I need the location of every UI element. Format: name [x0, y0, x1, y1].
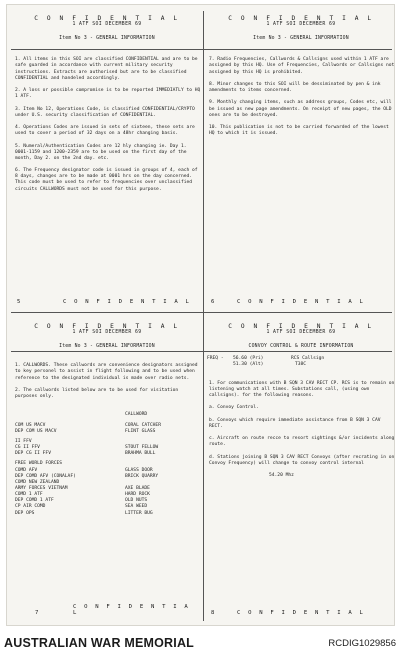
page-number: 8: [211, 609, 215, 616]
appointment-cell: DEP COMD AFV (CONALAF): [15, 473, 76, 479]
callword-cell: LITTER BUG: [125, 510, 153, 516]
classification-header: C O N F I D E N T I A L: [228, 323, 374, 330]
appointment-cell: DEP COMD 1 ATF: [15, 498, 54, 504]
soi-subtitle: 1 ATF SOI DECEMBER 69: [72, 22, 142, 27]
page-number: 6: [211, 298, 215, 305]
appointment-cell: DEP CG II FFV: [15, 451, 51, 457]
classification-footer: C O N F I D E N T I A L: [63, 298, 192, 305]
paragraph: 9. Monthly changing items, such as address groups, Codes etc, will be issued as new page amendments. On receipt of new pages, the OLD ones are to be destroyed.: [209, 100, 392, 118]
appointment-cell: COM US MACV: [15, 422, 46, 428]
callword-cell: BRICK QUARRY: [125, 473, 159, 479]
paragraph: 4. Operations Codes are issued in sets of sixteen, these sets are used to cover a period of 32 days on a 48hr changing basis.: [15, 125, 195, 137]
appointment-cell: COMD AFV: [15, 467, 38, 473]
callword-cell: GLASS DOOR: [125, 467, 153, 473]
paragraph: 10. This publication is not to be carried forwarded of the lowest HQ to which it is issued.: [209, 125, 389, 137]
callsign-block: [291, 356, 324, 368]
paragraph: 2. A loss or possible compromise is to be reported IMMEDIATLY to HQ 1 ATF.: [15, 88, 201, 100]
callword-cell: AXE BLADE: [125, 485, 150, 491]
appointment-cell: DEP OPS: [15, 510, 35, 516]
page-7: [13, 323, 201, 616]
paragraph: 2. The callwords listed below are to be used for visitation purposes only.: [15, 387, 179, 400]
appointment-cell: CG II FFV: [15, 445, 40, 451]
freq-label: FREQ -: [207, 356, 224, 362]
section-body: [13, 357, 201, 406]
paragraph: 1. For communications with B SQN 3 CAV RECT CP. RCS is to remain on listening watch at all times. Substations call, (using own callsigns). for the following reasons.: [209, 380, 395, 398]
freq-values: [233, 356, 291, 368]
section-title: CONVOY CONTROL & ROUTE INFORMATION: [248, 344, 354, 349]
table-row: [15, 511, 201, 517]
section-title: Item No 3 - GENERAL INFORMATION: [59, 36, 155, 41]
paragraph: 1. All items in this SOI are classified CONFIDENTIAL and are to be safe guarded in accordance with current military security instructions. Extracts are authorised but are to be classified CONFIDENTIAL and handeled accordingly.: [15, 57, 198, 81]
paragraph: b. Convoys which require immediate assistance from B SQN 3 CAV RECT.: [209, 417, 381, 429]
classification-footer: C O N F I D E N T I A L: [237, 609, 366, 616]
frequency-block: [207, 356, 395, 368]
classification-header: C O N F I D E N T I A L: [34, 15, 180, 22]
freq-alternate: 51.30 (Alt): [233, 362, 264, 368]
callsign-value: T38C: [295, 362, 307, 368]
paragraph: 7. Radio Frequencies, Callwords & Callsigns used within 1 ATF are assigned by this HQ. Use of Frequencies, Callwords or Callsigns not assigned by this HQ is prohibited.: [209, 57, 395, 75]
callword-cell: FLINT GLASS: [125, 428, 156, 434]
internal-frequency: 54.20 Mhz: [269, 472, 294, 478]
soi-subtitle: 1 ATF SOI DECEMBER 69: [266, 22, 336, 27]
paragraph: 1. CALLWORDS. These callwords are convenience designators assigned to key personel to assist in flight following and to be used when reference to the designated individual is made over radio nets.: [15, 363, 198, 381]
callword-table-header: [13, 412, 201, 418]
freq-primary: 56.60 (Pri): [233, 356, 264, 362]
section-title: Item No 3 - GENERAL INFORMATION: [59, 344, 155, 349]
archive-reference: RCDIG1029856: [328, 638, 396, 649]
paragraph: 3. Item No 12, Operations Code, is classified CONFIDENTIAL/CRYPTO under U.S. security classification of CONFIDENTIAL.: [15, 106, 195, 118]
page-number: 7: [35, 609, 39, 616]
horizontal-divider: [11, 312, 392, 313]
document-sheet: [6, 4, 395, 626]
callsign-label: RCS Callsign: [291, 356, 325, 362]
callword-table: [13, 423, 201, 517]
appointment-cell: II FFV: [15, 438, 32, 444]
appointment-cell: ARMY FORCES VIETNAM: [15, 485, 68, 491]
paragraph: 6. The Frequency designator code is issued in groups of 4, each of 8 days, changes are to be made at 0001 hrs on the day concerned. This code must be used to refer to frequencies over unclassified circuits CALLWORDS must not be used for this purpose.: [15, 168, 198, 192]
page-6: [207, 15, 395, 305]
callword-cell: BRAHMA BULL: [125, 451, 156, 457]
section-title: Item No 3 - GENERAL INFORMATION: [253, 36, 349, 41]
page-number: 5: [17, 298, 21, 305]
section-body: [207, 51, 395, 143]
archive-source: AUSTRALIAN WAR MEMORIAL: [4, 636, 195, 650]
callword-cell: OLD NUTS: [125, 498, 148, 504]
paragraph: 8. Minor changes to this SOI will be dessiminated by pen & ink amendments to items concerned.: [209, 81, 381, 94]
classification-footer: C O N F I D E N T I A L: [73, 603, 190, 616]
appointment-cell: CP AIR COMD: [15, 504, 46, 510]
section-body: [207, 374, 395, 485]
paragraph: c. Aircraft on route recce to resort sightings &/or incidents along route.: [209, 436, 395, 448]
paragraph: d. Stations joining B SQN 3 CAV RECT Convoys (after recrating in on Convoy Frequency) will change to convoy control internal: [209, 454, 395, 466]
callword-cell: HARD ROCK: [125, 492, 150, 498]
appointment-cell: COMD 1 ATF: [15, 492, 43, 498]
paragraph: 5. Numeral/Authentication Codes are 12 hly changing ie. Day 1. 0001-1159 and 1200-2359 are to be used on the first day of the month, Day 2. on the 2nd day. etc.: [15, 143, 187, 161]
classification-header: C O N F I D E N T I A L: [228, 15, 374, 22]
section-body: [13, 51, 201, 199]
callword-cell: STOUT FELLOW: [125, 445, 159, 451]
soi-subtitle: 1 ATF SOI DECEMBER 69: [72, 330, 142, 335]
paragraph: a. Convoy Control.: [209, 405, 259, 411]
soi-subtitle: 1 ATF SOI DECEMBER 69: [266, 330, 336, 335]
column-header: CALLWORD: [125, 412, 148, 418]
classification-footer: C O N F I D E N T I A L: [237, 298, 366, 305]
appointment-cell: COMD NEW ZEALAND: [15, 479, 60, 485]
appointment-cell: DEP COM US MACV: [15, 428, 57, 434]
appointment-cell: FREE WORLD FORCES: [15, 461, 63, 467]
archive-caption-bar: [0, 632, 401, 654]
page-8: [207, 323, 395, 616]
classification-header: C O N F I D E N T I A L: [34, 323, 180, 330]
callword-cell: CORAL CATCHER: [125, 422, 161, 428]
vertical-divider: [203, 11, 204, 621]
callword-cell: SEA WEED: [125, 504, 148, 510]
page-5: [13, 15, 201, 305]
